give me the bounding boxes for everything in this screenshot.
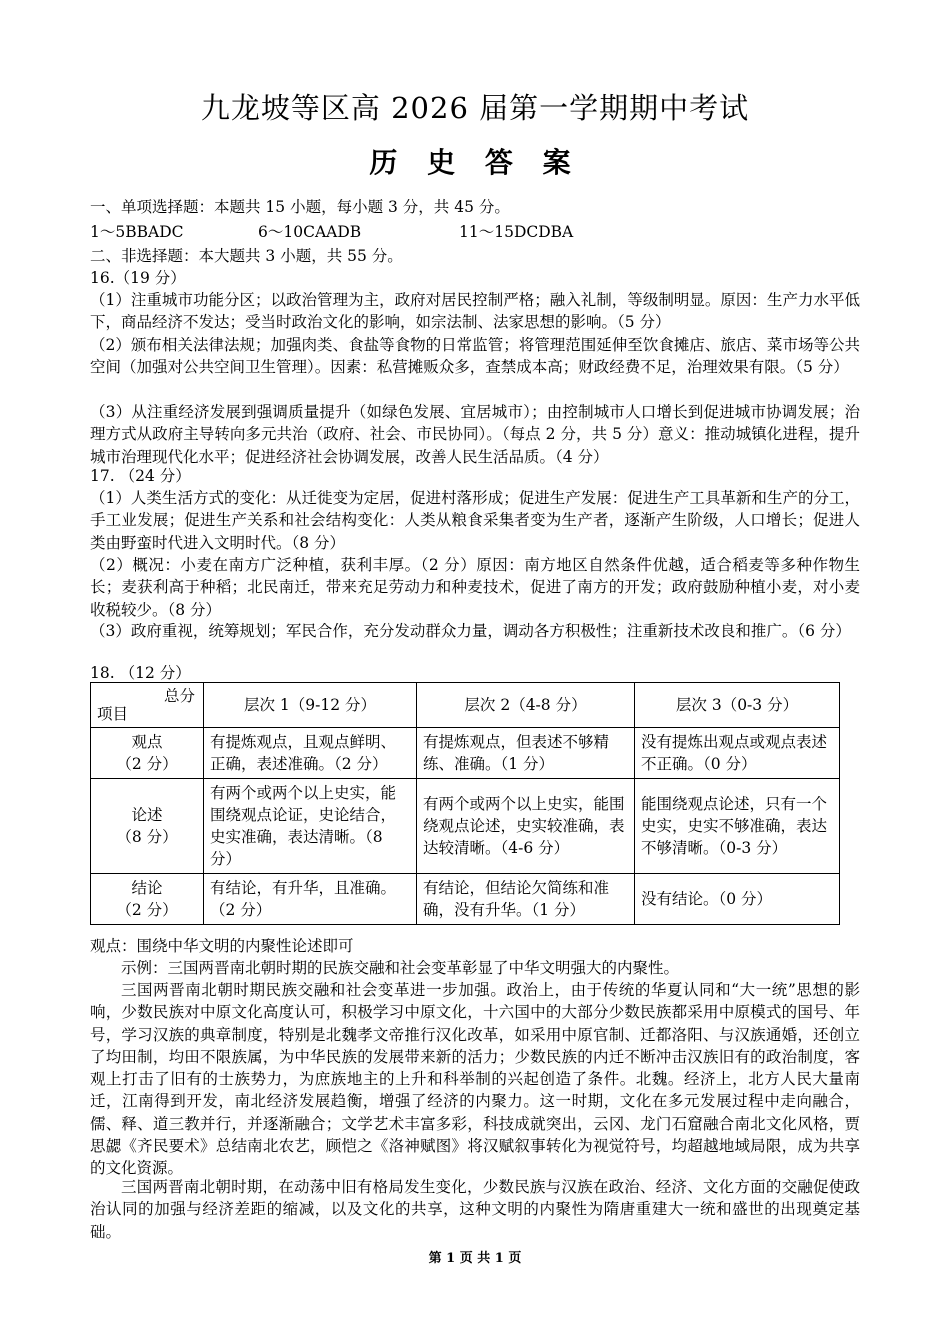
row-item-name: 论述 xyxy=(131,806,163,824)
table-cell: 没有提炼出观点或观点表述不正确。（0 分） xyxy=(635,728,840,779)
answers-6-10: 6～10CAADB xyxy=(258,223,362,241)
level3-header: 层次 3（0-3 分） xyxy=(635,683,840,728)
table-cell: 有提炼观点，但表述不够精练、准确。（1 分） xyxy=(417,728,635,779)
table-cell: 有结论，但结论欠简练和准确，没有升华。（1 分） xyxy=(417,874,635,925)
table-row xyxy=(91,779,840,874)
table-header-row xyxy=(91,683,840,728)
q18-label: 18. （12 分） xyxy=(90,664,191,682)
corner-total-label: 总分 xyxy=(163,687,195,705)
q16-part2: （2）颁布相关法律法规；加强肉类、食盐等食物的日常监管；将管理范围延伸至饮食摊店、旅店、菜市场等公共空间（加强对公共空间卫生管理）。因素：私营摊贩众多，查禁成本高；财政经费不足，治理效果有限。（5 分） xyxy=(90,336,860,377)
table-cell: 没有结论。（0 分） xyxy=(635,874,840,925)
section2-heading: 二、非选择题：本大题共 3 小题，共 55 分。 xyxy=(90,247,403,265)
table-cell: 有两个或两个以上史实，能围绕观点论证，史论结合，史实准确，表达清晰。（8 分） xyxy=(204,779,417,874)
q16-label: 16.（19 分） xyxy=(90,269,186,287)
table-cell: 有结论，有升华，且准确。（2 分） xyxy=(204,874,417,925)
q16-part1: （1）注重城市功能分区；以政治管理为主，政府对居民控制严格；融入礼制，等级制明显。原因：生产力水平低下，商品经济不发达；受当时政治文化的影响，如宗法制、法家思想的影响。（5 分） xyxy=(90,291,860,332)
q18-example: 示例：三国两晋南北朝时期的民族交融和社会变革彰显了中华文明强大的内聚性。 xyxy=(121,959,680,977)
table-row xyxy=(91,728,840,779)
row-item-name: 观点 xyxy=(131,733,163,751)
page-number: 第 1 页 共 1 页 xyxy=(428,1251,522,1266)
q17-part3: （3）政府重视，统筹规划；军民合作，充分发动群众力量，调动各方积极性；注重新技术改良和推广。（6 分） xyxy=(90,622,851,640)
row-item-cell xyxy=(91,728,204,779)
corner-item-label: 项目 xyxy=(97,705,129,723)
level1-header: 层次 1（9-12 分） xyxy=(204,683,417,728)
row-item-score: （2 分） xyxy=(116,901,178,919)
level2-header: 层次 2（4-8 分） xyxy=(417,683,635,728)
table-cell: 能围绕观点论述，只有一个史实，史实不够准确，表达不够清晰。（0-3 分） xyxy=(635,779,840,874)
answers-11-15: 11～15DCDBA xyxy=(459,223,574,241)
q17-label: 17. （24 分） xyxy=(90,467,191,485)
table-cell: 有两个或两个以上史实，能围绕观点论述，史实较准确，表达较清晰。（4-6 分） xyxy=(417,779,635,874)
section1-heading: 一、单项选择题：本题共 15 小题，每小题 3 分，共 45 分。 xyxy=(90,198,510,216)
q18-conclusion: 三国两晋南北朝时期，在动荡中旧有格局发生变化，少数民族与汉族在政治、经济、文化方面的交融促使政治认同的加强与经济差距的缩减，以及文化的共享，这种文明的内聚性为隋唐重建大一统和盛世的出现奠定基础。 xyxy=(90,1178,860,1241)
table-cell: 有提炼观点，且观点鲜明、正确，表述准确。（2 分） xyxy=(204,728,417,779)
row-item-score: （8 分） xyxy=(116,828,178,846)
q17-part2: （2）概况：小麦在南方广泛种植，获利丰厚。（2 分）原因：南方地区自然条件优越，适合稻麦等多种作物生长；麦获利高于种稻；北民南迁，带来充足劳动力和种麦技术，促进了南方的开发；政府鼓励种植小麦，对小麦收税较少。（8 分） xyxy=(90,556,860,619)
row-item-score: （2 分） xyxy=(116,755,178,773)
subject-title: 历 史 答 案 xyxy=(369,146,581,179)
row-item-cell xyxy=(91,779,204,874)
q16-part3: （3）从注重经济发展到强调质量提升（如绿色发展、宜居城市）；由控制城市人口增长到促进城市协调发展；治理方式从政府主导转向多元共治（政府、社会、市民协同）。（每点 2 分，共 5 分）意义：推动城镇化进程，提升城市治理现代化水平；促进经济社会协调发展，改善人民生活品质。（4 分） xyxy=(90,403,860,466)
table-row xyxy=(91,874,840,925)
exam-title: 九龙坡等区高 2026 届第一学期期中考试 xyxy=(200,91,750,125)
row-item-name: 结论 xyxy=(131,879,163,897)
answers-1-5: 1～5BBADC xyxy=(90,223,184,241)
q17-part1: （1）人类生活方式的变化：从迁徙变为定居，促进村落形成；促进生产发展：促进生产工具革新和生产的分工，手工业发展；促进生产关系和社会结构变化：人类从粮食采集者变为生产者，逐渐产生阶级，人口增长；促进人类由野蛮时代进入文明时代。（8 分） xyxy=(90,489,860,552)
table-corner-cell xyxy=(91,683,204,728)
q18-note: 观点：围绕中华文明的内聚性论述即可 xyxy=(90,937,354,955)
scoring-rubric-table xyxy=(90,682,840,925)
q18-body: 三国两晋南北朝时期民族交融和社会变革进一步加强。政治上，由于传统的华夏认同和“大一统”思想的影响，少数民族对中原文化高度认可，积极学习中原文化，十六国中的大部分少数民族都采用中原模式的国号、年号，学习汉族的典章制度，特别是北魏孝文帝推行汉化改革，如采用中原官制、迁都洛阳、与汉族通婚，还创立了均田制，均田不限族属，为中华民族的发展带来新的活力；少数民族的内迁不断冲击汉族旧有的政治制度，客观上打击了旧有的士族势力，为庶族地主的上升和科举制的兴起创造了条件。北魏。经济上，北方人民大量南迁，江南得到开发，南北经济发展趋衡，增强了经济的内聚力。这一时期，文化在多元发展过程中走向融合，儒、释、道三教并行，并逐渐融合；文学艺术丰富多彩，科技成就突出，云冈、龙门石窟融合南北文化风格，贾思勰《齐民要术》总结南北农艺，顾恺之《洛神赋图》将汉赋叙事转化为视觉符号，均超越地域局限，成为共享的文化资源。 xyxy=(90,981,860,1178)
row-item-cell xyxy=(91,874,204,925)
